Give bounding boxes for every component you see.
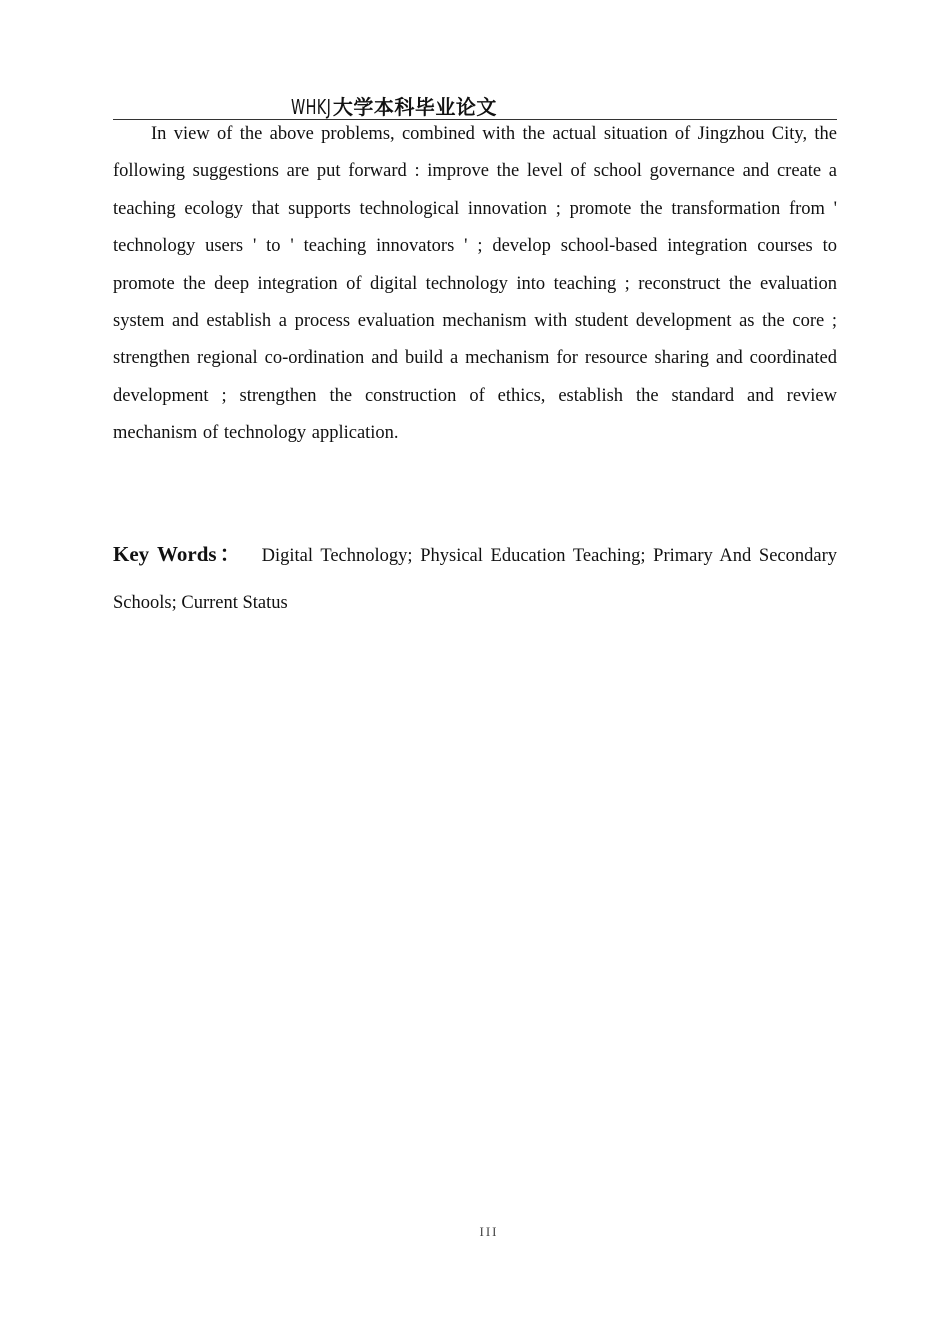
keywords-label: Key Words [113,542,217,566]
keywords-text: Digital Technology; Physical Education Teaching; Primary And Secondary Schools; Current Status [113,546,838,613]
header-institution-code: WHKJ [291,95,332,119]
keywords-section [113,531,837,627]
abstract-body [113,116,837,453]
header-document-type: 大学本科毕业论文 [332,95,497,119]
page-number: III [479,1224,499,1239]
keywords-separator: ： [216,542,244,566]
abstract-paragraph: In view of the above problems, combined with the actual situation of Jingzhou City, the following suggestions are put forward : improve the level of school governance and create a teaching ecology that supports technological innovation ; promote the transformation from ' technology users ' to ' teaching innovators ' ; develop school-based integration courses to promote the deep integration of digital technology into teaching ; reconstruct the evaluation system and establish a process evaluation mechanism with student development as the core ; strengthen regional co-ordination and build a mechanism for resource sharing and coordinated development ; strengthen the construction of ethics, establish the standard and review mechanism of technology application. [113,124,837,444]
